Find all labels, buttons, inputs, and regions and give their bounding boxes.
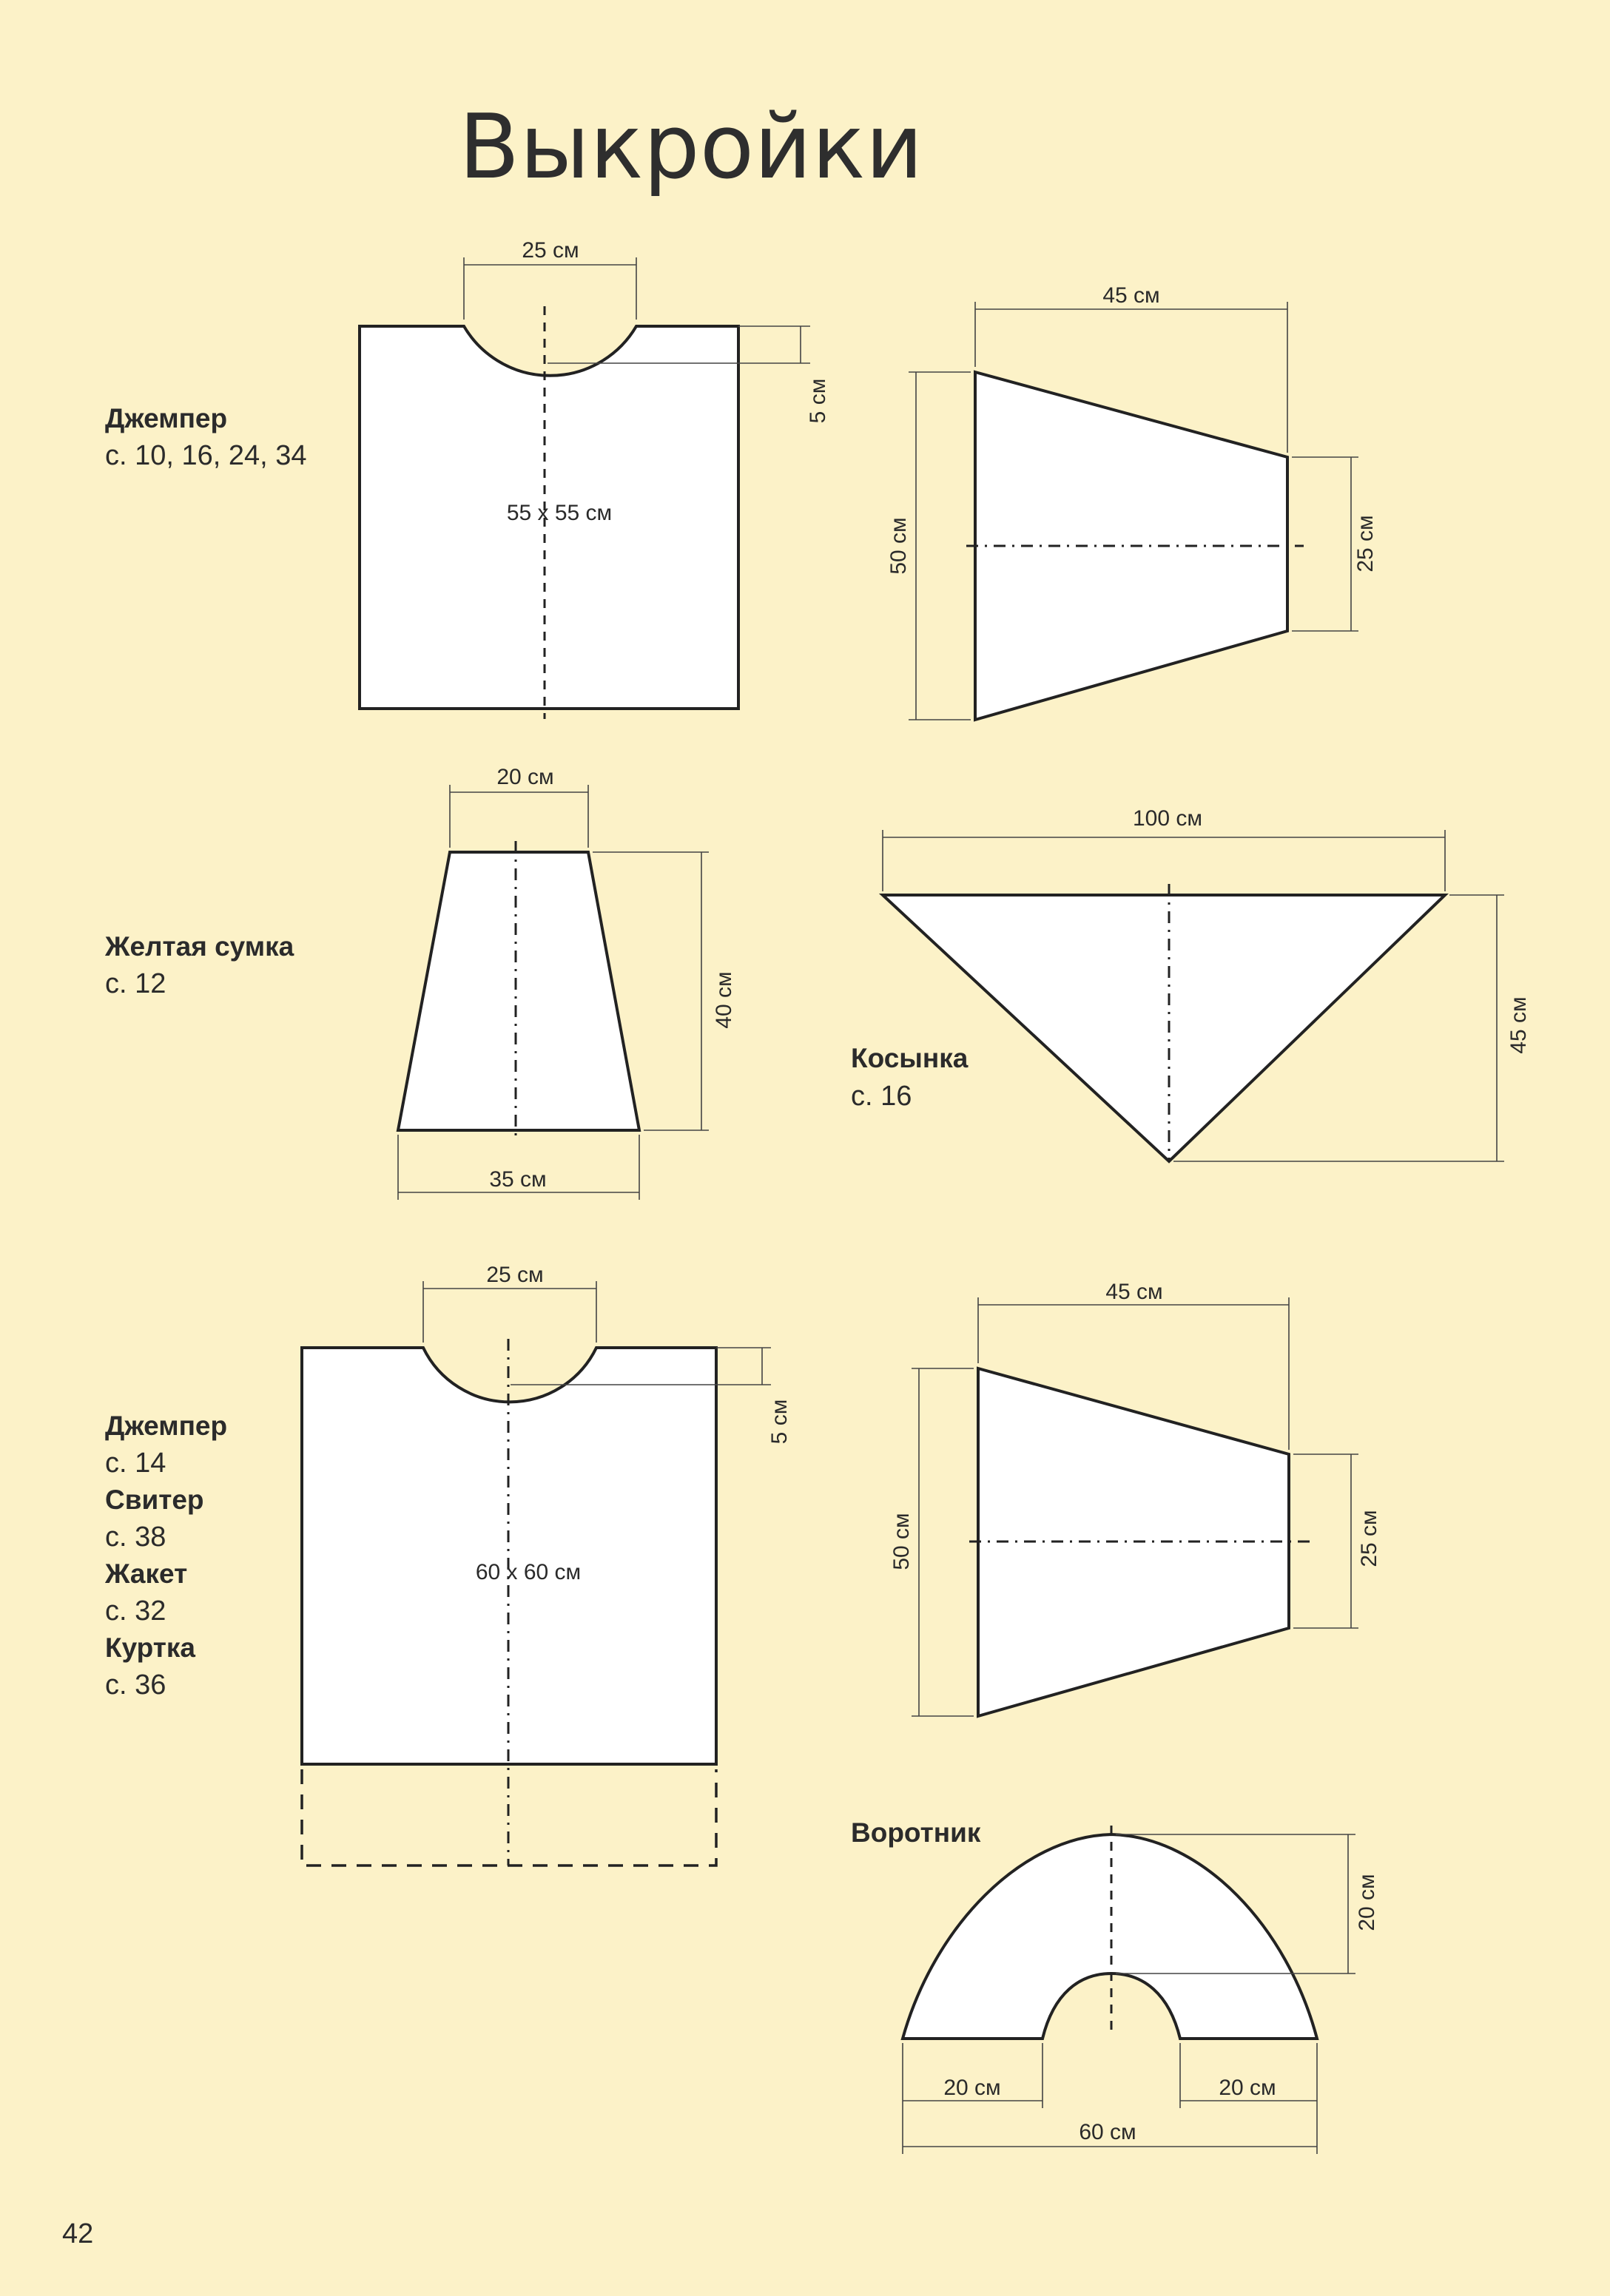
sleeve2-height: 50 см	[889, 1513, 914, 1570]
jumper2-label-3-name: Куртка	[105, 1632, 196, 1663]
bag-top-width: 20 см	[496, 765, 554, 789]
jumper1-name: Джемпер	[105, 403, 228, 433]
bag-pages: с. 12	[105, 968, 166, 999]
sleeve2-pattern	[889, 1280, 1381, 1716]
collar-name: Воротник	[851, 1817, 981, 1848]
jumper1-pages: с. 10, 16, 24, 34	[105, 440, 307, 471]
bag-bottom-width: 35 см	[489, 1167, 547, 1192]
kerchief-height: 45 см	[1506, 996, 1531, 1054]
kerchief-width: 100 см	[1132, 806, 1203, 831]
sleeve1-height: 50 см	[886, 517, 911, 575]
collar-total-width: 60 см	[1079, 2120, 1136, 2144]
kerchief-shape	[883, 895, 1445, 1161]
jumper1-pattern	[105, 238, 830, 719]
jumper1-size: 55 x 55 см	[506, 501, 613, 525]
jumper2-label-3-pages: с. 36	[105, 1669, 166, 1701]
jumper2-size: 60 x 60 см	[475, 1560, 582, 1584]
kerchief-name: Косынка	[851, 1043, 969, 1073]
sleeve1-width: 45 см	[1102, 283, 1160, 308]
collar-left-width: 20 см	[943, 2076, 1001, 2100]
kerchief-pages: с. 16	[851, 1081, 912, 1112]
kerchief-pattern	[851, 806, 1531, 1161]
page-title: Выкройки	[459, 96, 923, 199]
page-number: 42	[62, 2218, 94, 2249]
collar-shape	[903, 1834, 1317, 2039]
jumper2-neck-width: 25 см	[486, 1263, 544, 1287]
jumper2-label-0-pages: с. 14	[105, 1448, 166, 1479]
jumper1-neck-depth: 5 см	[806, 378, 830, 424]
jumper2-label-1-name: Свитер	[105, 1485, 204, 1515]
jumper2-pattern	[104, 1263, 792, 1866]
sleeve2-width: 45 см	[1105, 1280, 1163, 1304]
jumper2-label-0-name: Джемпер	[105, 1411, 228, 1441]
jumper2-neck-depth: 5 см	[767, 1399, 792, 1445]
bag-name: Желтая сумка	[105, 931, 294, 962]
collar-height: 20 см	[1355, 1874, 1379, 1931]
sleeve2-cuff: 25 см	[1357, 1510, 1381, 1567]
collar-pattern	[851, 1817, 1379, 2154]
bag-height: 40 см	[712, 971, 736, 1029]
bag-pattern	[104, 765, 736, 1200]
sleeve1-cuff: 25 см	[1353, 515, 1378, 573]
sleeve1-pattern	[886, 283, 1378, 720]
collar-right-width: 20 см	[1219, 2076, 1276, 2100]
bag-shape	[398, 852, 639, 1130]
jumper1-neck-width: 25 см	[522, 238, 579, 263]
jumper2-label-1-pages: с. 38	[105, 1522, 166, 1553]
jumper2-label-2-name: Жакет	[105, 1559, 188, 1589]
jumper2-label-2-pages: с. 32	[105, 1596, 166, 1627]
